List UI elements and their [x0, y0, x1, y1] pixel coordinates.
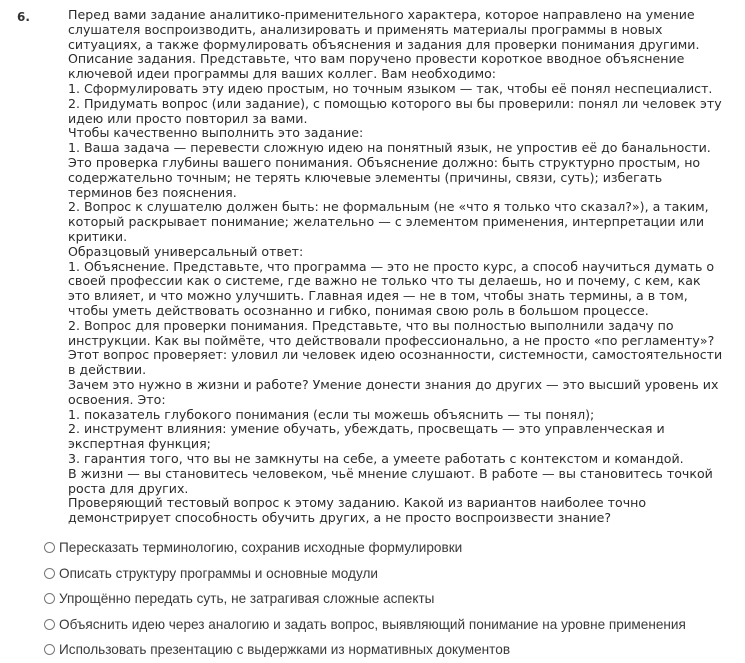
question-line: инструкции. Как вы поймёте, что действовали профессионально, а не просто «по регламенту»?	[68, 332, 715, 348]
question-line: 1. показатель глубокого понимания (если ты можешь объяснить — ты понял);	[68, 406, 595, 422]
answer-option-label: Описать структуру программы и основные модули	[59, 565, 378, 581]
question-line: 2. Придумать вопрос (или задание), с помощью которого вы бы проверили: понял ли человек эту	[68, 95, 722, 111]
question-text	[68, 8, 738, 526]
question-line: Это проверка глубины вашего понимания. Объяснение должно: быть структурно простым, но	[68, 154, 701, 170]
answer-option[interactable]	[44, 586, 744, 612]
question-number: 6.	[17, 10, 30, 24]
radio-button-icon[interactable]	[44, 644, 55, 655]
question-line: экспертная функция;	[68, 436, 211, 452]
question-line: своей профессии как о системе, где важно не только что ты делаешь, но и почему, с кем, как	[68, 273, 701, 289]
question-line: роста для других.	[68, 480, 189, 496]
answer-option-label: Объяснить идею через аналогию и задать вопрос, выявляющий понимание на уровне применения	[59, 616, 686, 632]
question-line: Проверяющий тестовый вопрос к этому заданию. Какой из вариантов наиболее точно	[68, 495, 647, 511]
question-line: 2. инструмент влияния: умение обучать, убеждать, просвещать — это управленческая и	[68, 421, 665, 437]
question-line: ключевой идеи программы для ваших коллег. Вам необходимо:	[68, 66, 497, 82]
question-line: терминов без пояснения.	[68, 184, 237, 200]
question-line: Зачем это нужно в жизни и работе? Умение донести знания до других — это высший уровень их	[68, 376, 719, 392]
question-line: Описание задания. Представьте, что вам поручено провести короткое вводное объяснение	[68, 51, 685, 67]
question-line: освоения. Это:	[68, 391, 166, 407]
answer-option[interactable]	[44, 535, 744, 561]
question-line: Чтобы качественно выполнить это задание:	[68, 125, 364, 141]
question-line: демонстрирует способность обучить других, а не просто воспроизвести знание?	[68, 510, 612, 526]
radio-button-icon[interactable]	[44, 542, 55, 553]
answer-option[interactable]	[44, 637, 744, 663]
question-line: В жизни — вы становитесь человеком, чьё мнение слушают. В работе — вы становитесь точкой	[68, 465, 713, 481]
question-line: 2. Вопрос к слушателю должен быть: не формальным (не «что я только что сказал?»), а таким,	[68, 199, 709, 215]
question-line: содержательно точным; не терять ключевые элементы (причины, связи, суть); избегать	[68, 169, 663, 185]
question-line: 2. Вопрос для проверки понимания. Представьте, что вы полностью выполнили задачу по	[68, 317, 674, 333]
answer-option[interactable]	[44, 561, 744, 587]
radio-button-icon[interactable]	[44, 593, 55, 604]
radio-button-icon[interactable]	[44, 619, 55, 630]
answer-option-label: Упрощённо передать суть, не затрагивая сложные аспекты	[59, 591, 435, 607]
question-line: идею или просто повторил за вами.	[68, 110, 308, 126]
question-line: 3. гарантия того, что вы не замкнуты на себе, а умеете работать с контекстом и командой.	[68, 450, 684, 466]
question-line: слушателя воспроизводить, анализировать и применять материалы программы в новых	[68, 21, 663, 37]
answer-option-label: Пересказать терминологию, сохранив исходные формулировки	[59, 540, 463, 556]
question-line: 1. Объяснение. Представьте, что программа — это не просто курс, а способ научиться думать о	[68, 258, 715, 274]
question-line: в действии.	[68, 362, 147, 378]
question-line: критики.	[68, 228, 128, 244]
question-line: чтобы уметь действовать осознанно и гибко, понимая свою роль в большом процессе.	[68, 302, 649, 318]
answer-option[interactable]	[44, 612, 744, 638]
question-line: Этот вопрос проверяет: уловил ли человек идею осознанности, системности, самостоятельности	[68, 347, 723, 363]
question-line: Образцовый универсальный ответ:	[68, 243, 304, 259]
answer-option-label: Использовать презентацию с выдержками из нормативных документов	[59, 642, 511, 658]
question-line: это влияет, и что можно улучшить. Главная идея — не в том, чтобы знать термины, а в том,	[68, 288, 688, 304]
question-line: 1. Ваша задача — перевести сложную идею на понятный язык, не упростив её до банальности.	[68, 140, 711, 156]
answer-options	[44, 535, 744, 663]
question-line: ситуациях, а также формулировать объяснения и задания для проверки понимания другими.	[68, 36, 700, 52]
question-line: который раскрывает понимание; желательно — с элементом применения, интерпретации или	[68, 214, 705, 230]
question-line: 1. Сформулировать эту идею простым, но точным языком — так, чтобы её понял неспециалист.	[68, 80, 713, 96]
radio-button-icon[interactable]	[44, 568, 55, 579]
question-line: Перед вами задание аналитико-применительного характера, которое направлено на умение	[68, 7, 695, 22]
